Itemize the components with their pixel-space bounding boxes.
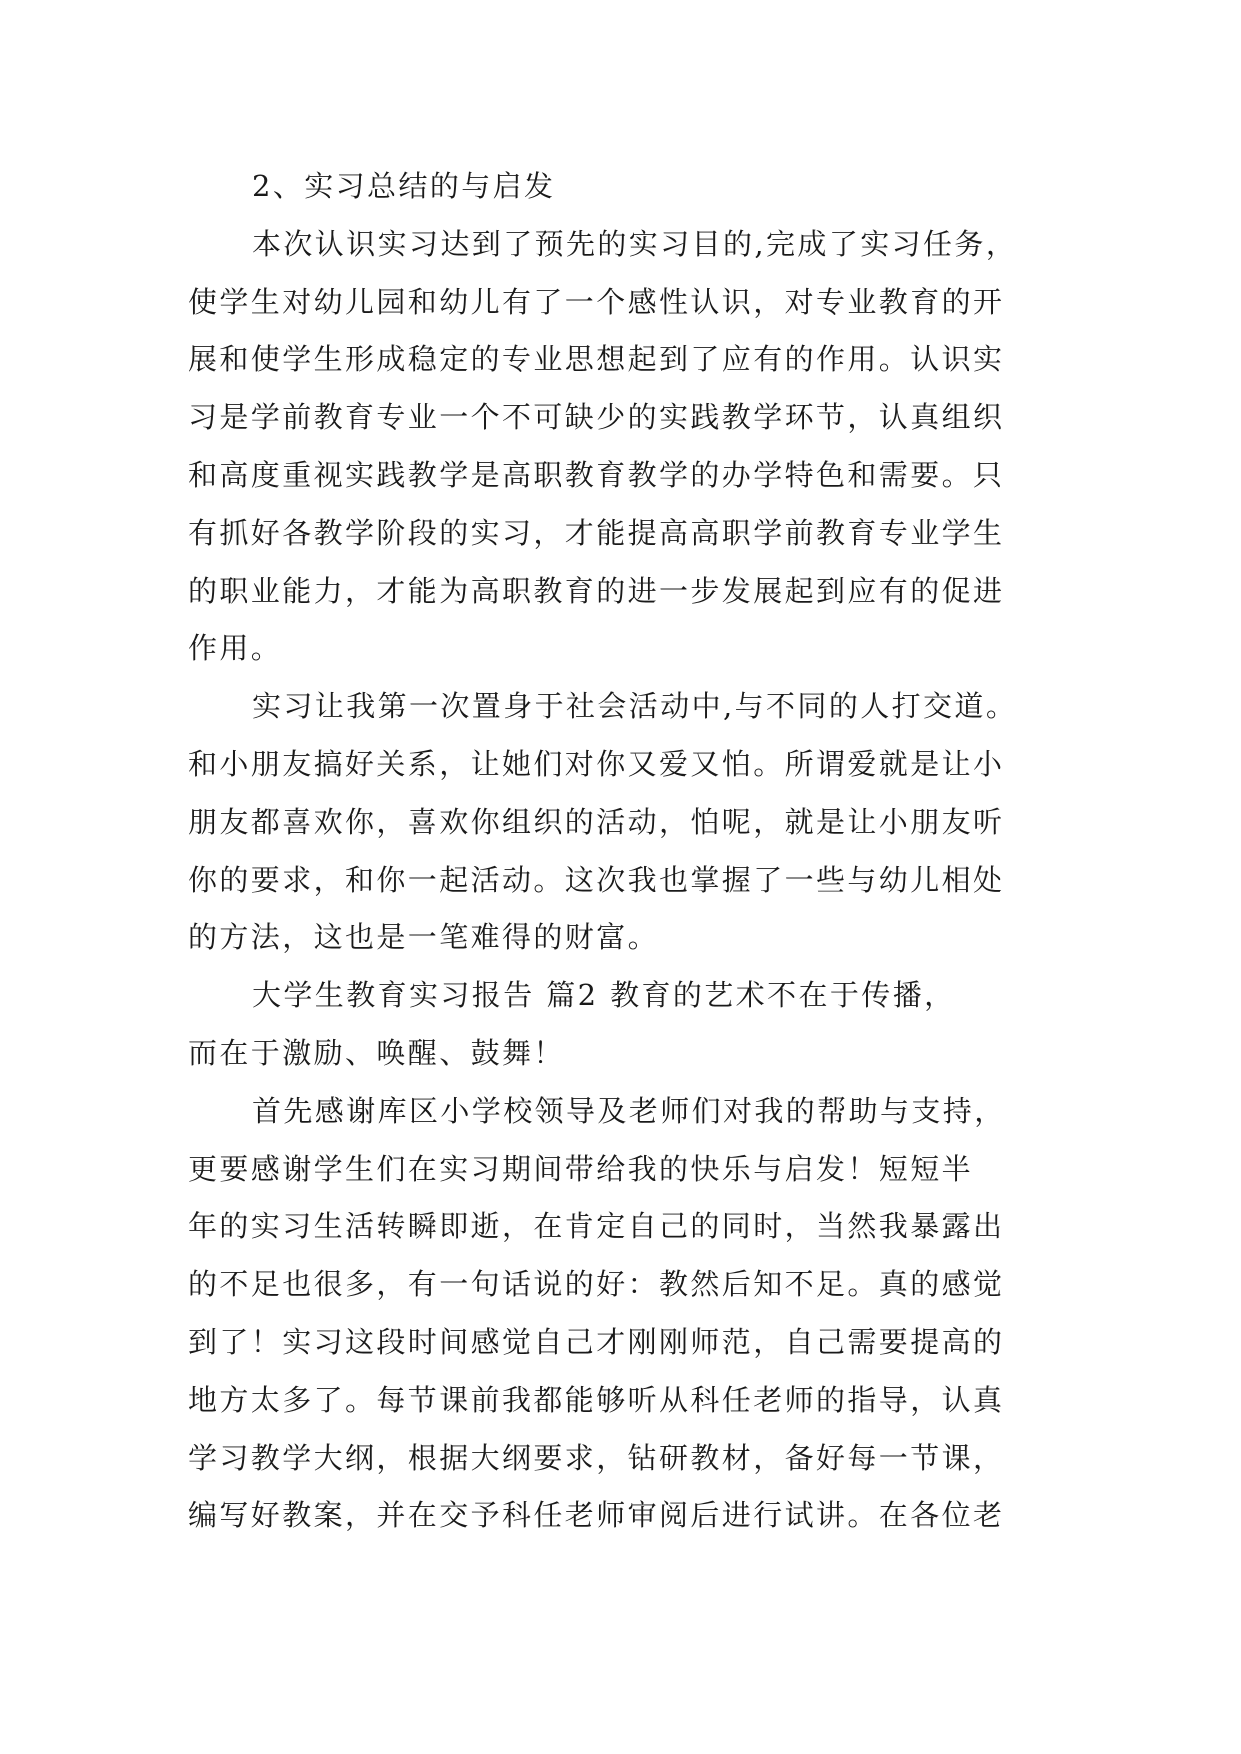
text-line: 的职业能力，才能为高职教育的进一步发展起到应有的促进: [188, 573, 1005, 608]
text-line: 学习教学大纲，根据大纲要求，钻研教材，备好每一节课，: [188, 1440, 1005, 1475]
text-line: 习是学前教育专业一个不可缺少的实践教学环节，认真组织: [188, 400, 1005, 435]
text-line: 作用。: [188, 631, 283, 666]
text-line: 展和使学生形成稳定的专业思想起到了应有的作用。认识实: [188, 342, 1005, 377]
text-line: 而在于激励、唤醒、鼓舞！: [188, 1035, 565, 1070]
text-line: 和小朋友搞好关系，让她们对你又爱又怕。所谓爱就是让小: [188, 746, 1005, 781]
text-line: 首先感谢库区小学校领导及老师们对我的帮助与支持，: [252, 1093, 1006, 1128]
text-line: 你的要求，和你一起活动。这次我也掌握了一些与幼儿相处: [188, 862, 1005, 897]
text-line: 的方法，这也是一笔难得的财富。: [188, 920, 660, 955]
text-line: 和高度重视实践教学是高职教育教学的办学特色和需要。只: [188, 457, 1005, 492]
text-line: 朋友都喜欢你，喜欢你组织的活动，怕呢，就是让小朋友听: [188, 804, 1005, 839]
text-line: 使学生对幼儿园和幼儿有了一个感性认识，对专业教育的开: [188, 284, 1005, 319]
text-line: 到了！实习这段时间感觉自己才刚刚师范，自己需要提高的: [188, 1324, 1005, 1359]
document-body: [188, 158, 1073, 1545]
text-line: 年的实习生活转瞬即逝，在肯定自己的同时，当然我暴露出: [188, 1209, 1005, 1244]
text-line: 编写好教案，并在交予科任老师审阅后进行试讲。在各位老: [188, 1498, 1005, 1533]
text-line: 的不足也很多，有一句话说的好：教然后知不足。真的感觉: [188, 1267, 1005, 1302]
text-line: 更要感谢学生们在实习期间带给我的快乐与启发！短短半: [188, 1151, 974, 1186]
text-line: 地方太多了。每节课前我都能够听从科任老师的指导，认真: [188, 1382, 1005, 1417]
text-line: 有抓好各教学阶段的实习，才能提高高职学前教育专业学生: [188, 515, 1005, 550]
text-line: 大学生教育实习报告 篇2 教育的艺术不在于传播，: [252, 978, 956, 1013]
text-line: 实习让我第一次置身于社会活动中,与不同的人打交道。: [252, 689, 1018, 724]
text-line: 本次认识实习达到了预先的实习目的,完成了实习任务，: [252, 226, 1018, 261]
text-line: 2、实习总结的与启发: [252, 169, 556, 203]
